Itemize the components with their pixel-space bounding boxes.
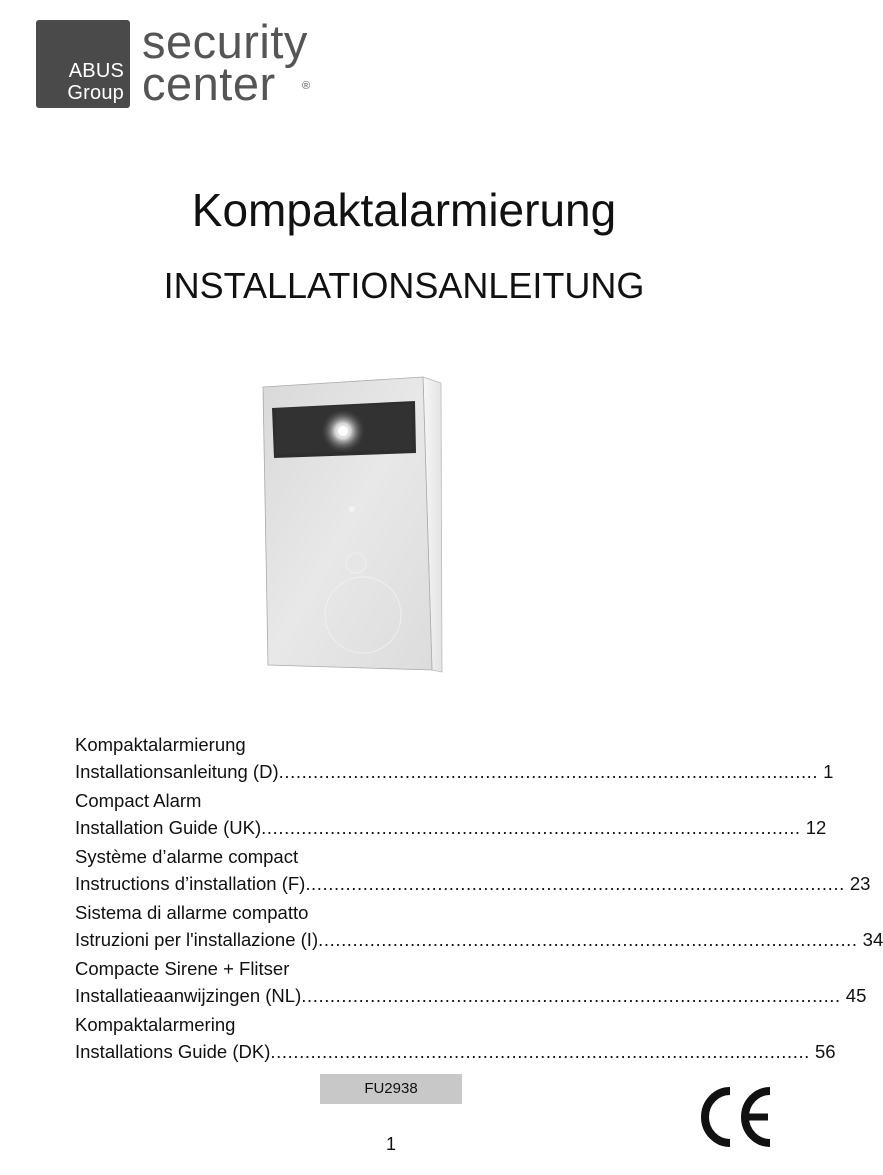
toc-guide: Istruzioni per l'installazione (I) <box>75 929 319 950</box>
registered-mark: ® <box>302 80 311 92</box>
toc-page: 1 <box>823 761 834 782</box>
brand-security: security <box>142 15 308 68</box>
toc-entry <box>75 899 883 955</box>
toc-entry <box>75 731 834 787</box>
brand-center: center <box>142 57 276 110</box>
toc-guide: Installationsanleitung (D) <box>75 761 279 782</box>
table-of-contents <box>75 731 883 1067</box>
toc-leader: .............................................................................................. <box>305 873 845 894</box>
page-number: 1 <box>385 1134 396 1154</box>
abus-group-badge <box>36 20 130 108</box>
toc-product: Compacte Sirene + Flitser <box>75 958 290 979</box>
abus-label: ABUS <box>68 60 124 82</box>
toc-leader: .............................................................................................. <box>261 817 801 838</box>
group-label: Group <box>67 82 124 104</box>
toc-entry <box>75 955 867 1011</box>
abus-logo <box>36 15 338 110</box>
toc-guide: Installatieaanwijzingen (NL) <box>75 985 302 1006</box>
toc-guide: Installations Guide (DK) <box>75 1041 271 1062</box>
toc-leader: .............................................................................................. <box>278 761 819 782</box>
toc-entry <box>75 1011 836 1067</box>
ce-mark-icon <box>696 1082 774 1152</box>
toc-leader: .............................................................................................. <box>301 985 841 1006</box>
toc-page: 23 <box>849 873 871 894</box>
toc-entry <box>75 787 827 843</box>
toc-product: Compact Alarm <box>75 790 202 811</box>
toc-product: Kompaktalarmering <box>75 1014 236 1035</box>
toc-leader: .............................................................................................. <box>318 929 858 950</box>
toc-page: 45 <box>845 985 867 1006</box>
toc-page: 12 <box>805 817 827 838</box>
document-subtitle: INSTALLATIONSANLEITUNG <box>163 265 645 306</box>
toc-product: Sistema di allarme compatto <box>75 902 309 923</box>
toc-product: Système d’alarme compact <box>75 846 299 867</box>
toc-page: 34 <box>862 929 883 950</box>
model-number-badge: FU2938 <box>320 1074 462 1104</box>
document-title: Kompaktalarmierung <box>191 184 617 236</box>
toc-product: Kompaktalarmierung <box>75 734 246 755</box>
toc-guide: Instructions d’installation (F) <box>75 873 306 894</box>
toc-leader: .............................................................................................. <box>270 1041 810 1062</box>
product-image <box>258 375 448 675</box>
toc-entry <box>75 843 871 899</box>
toc-page: 56 <box>814 1041 836 1062</box>
toc-guide: Installation Guide (UK) <box>75 817 262 838</box>
